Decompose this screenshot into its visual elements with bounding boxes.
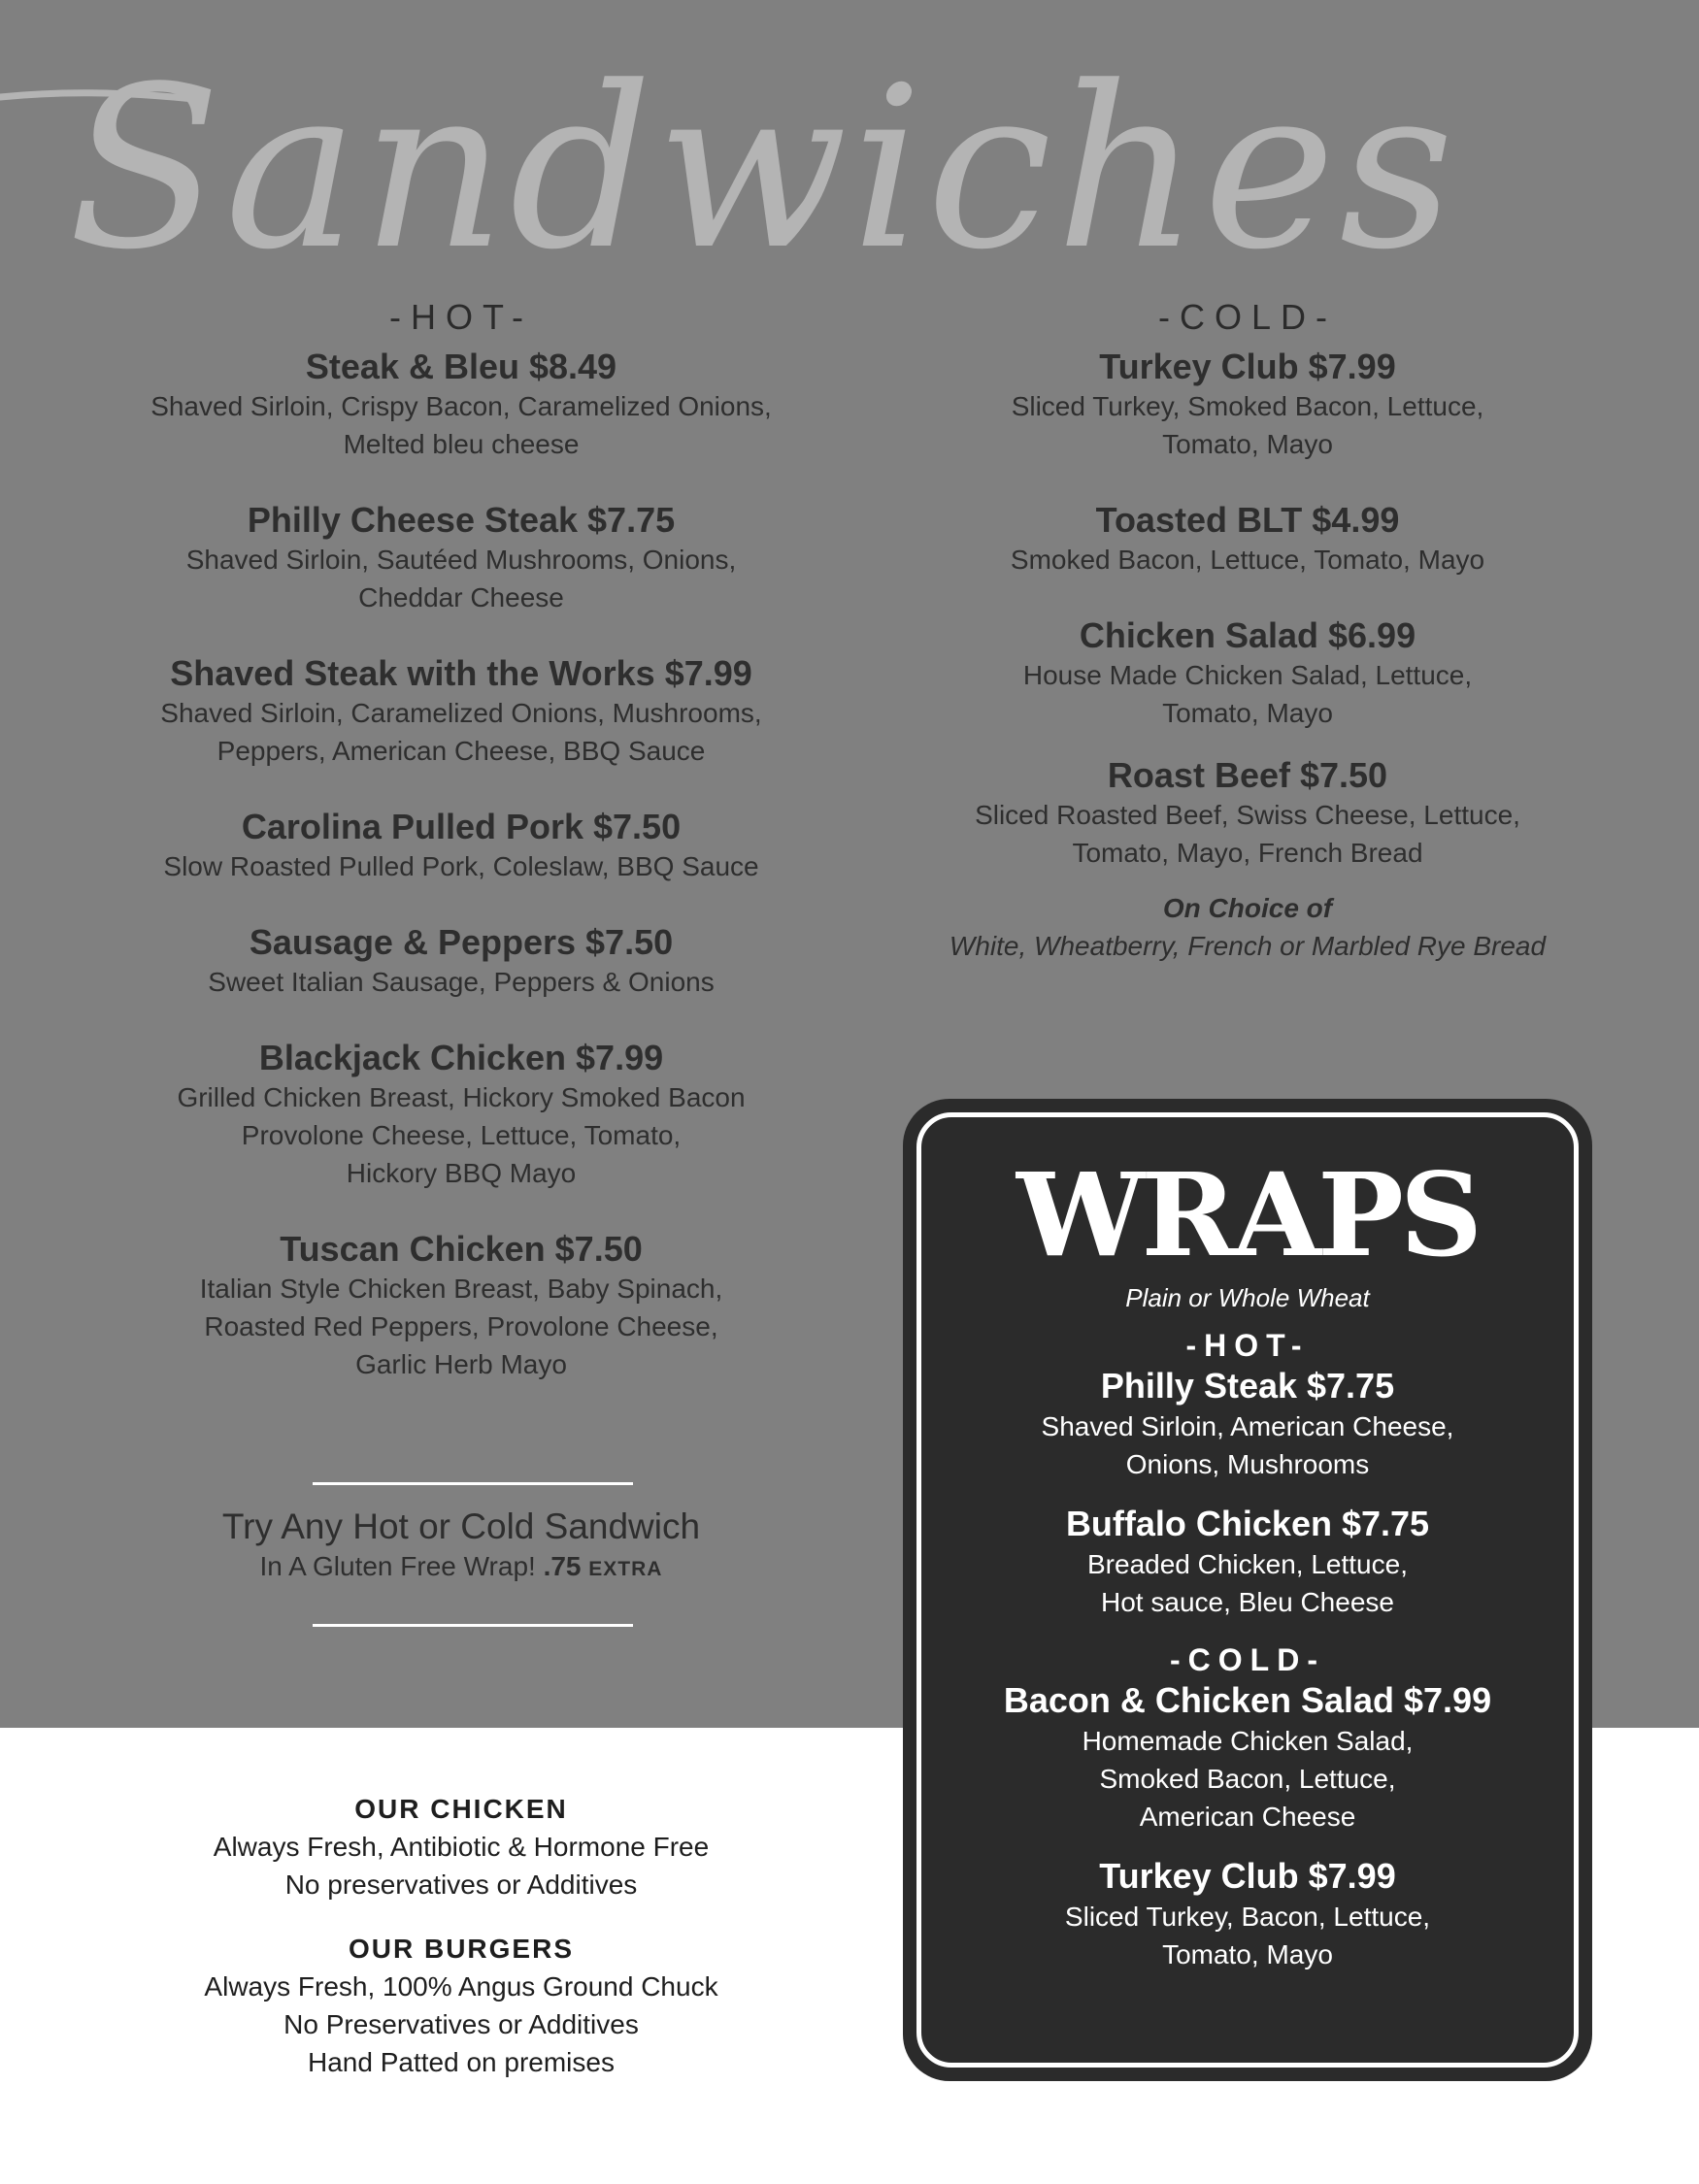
wrap-item-title: Turkey Club $7.99	[1099, 1856, 1396, 1896]
item-title: Turkey Club $7.99	[1099, 347, 1396, 386]
cold-heading: -COLD-	[1158, 297, 1337, 337]
menu-item	[58, 807, 864, 885]
burgers-note	[58, 1931, 864, 2081]
menu-item	[58, 1038, 864, 1192]
item-description: Slow Roasted Pulled Pork, Coleslaw, BBQ Sauce	[163, 851, 759, 881]
item-description: Sweet Italian Sausage, Peppers & Onions	[208, 967, 715, 997]
chicken-note-text: Always Fresh, Antibiotic & Hormone Free No preservatives or Additives	[213, 1832, 710, 1900]
gluten-free-headline: Try Any Hot or Cold Sandwich	[221, 1506, 701, 1546]
item-description: Smoked Bacon, Lettuce, Tomato, Mayo	[1010, 545, 1485, 575]
divider-top	[313, 1482, 633, 1485]
wrap-item-title: Philly Steak $7.75	[1100, 1366, 1395, 1406]
divider-bottom	[313, 1624, 633, 1627]
hot-heading: -HOT-	[389, 297, 533, 337]
wraps-panel	[903, 1099, 1592, 2081]
wrap-item	[903, 1503, 1592, 1621]
menu-item	[58, 1229, 864, 1383]
bread-choice-options: White, Wheatberry, French or Marbled Rye Bread	[949, 931, 1547, 961]
item-title: Philly Cheese Steak $7.75	[247, 500, 676, 540]
chicken-note	[58, 1791, 864, 1903]
item-description: Grilled Chicken Breast, Hickory Smoked Bacon Provolone Cheese, Lettuce, Tomato, Hickory BBQ Mayo	[177, 1082, 746, 1188]
chicken-note-heading: OUR CHICKEN	[354, 1794, 568, 1824]
item-description: Shaved Sirloin, Caramelized Onions, Mushrooms, Peppers, American Cheese, BBQ Sauce	[160, 698, 762, 766]
item-description: House Made Chicken Salad, Lettuce, Tomato, Mayo	[1022, 660, 1473, 728]
item-title: Carolina Pulled Pork $7.50	[241, 807, 682, 846]
menu-item	[854, 755, 1641, 872]
wraps-content	[903, 1147, 1592, 1993]
item-title: Steak & Bleu $8.49	[305, 347, 617, 386]
item-description: Shaved Sirloin, Crispy Bacon, Caramelized Onions, Melted bleu cheese	[150, 391, 772, 459]
item-description: Sliced Turkey, Smoked Bacon, Lettuce, Tomato, Mayo	[1011, 391, 1484, 459]
item-title: Shaved Steak with the Works $7.99	[170, 653, 752, 693]
menu-item	[58, 653, 864, 770]
gluten-free-text: In A Gluten Free Wrap!	[259, 1551, 536, 1581]
item-title: Toasted BLT $4.99	[1095, 500, 1400, 540]
gluten-free-extra: EXTRA	[588, 1558, 663, 1580]
wrap-item-title: Buffalo Chicken $7.75	[1065, 1504, 1430, 1543]
menu-item	[58, 922, 864, 1001]
cold-sandwiches-column	[854, 296, 1641, 965]
wraps-subtitle: Plain or Whole Wheat	[1125, 1283, 1370, 1312]
bread-choice-note	[854, 889, 1641, 965]
quality-notes	[58, 1791, 864, 2108]
wrap-item-description: Shaved Sirloin, American Cheese, Onions, Mushrooms	[1041, 1411, 1454, 1479]
bread-choice-heading: On Choice of	[1162, 893, 1333, 923]
menu-item	[854, 500, 1641, 579]
burgers-note-heading: OUR BURGERS	[348, 1934, 574, 1964]
wraps-cold-heading: -COLD-	[1170, 1642, 1325, 1677]
item-title: Tuscan Chicken $7.50	[280, 1229, 643, 1269]
wrap-item-description: Homemade Chicken Salad, Smoked Bacon, Lettuce, American Cheese	[1082, 1726, 1414, 1832]
menu-item	[854, 347, 1641, 463]
menu-item	[58, 347, 864, 463]
burgers-note-text: Always Fresh, 100% Angus Ground Chuck No Preservatives or Additives Hand Patted on premises	[204, 1971, 718, 2077]
page-title: Sandwiches	[68, 40, 1458, 299]
wrap-item	[903, 1679, 1592, 1836]
item-description: Italian Style Chicken Breast, Baby Spinach, Roasted Red Peppers, Provolone Cheese, Garlic Herb Mayo	[199, 1274, 723, 1379]
gluten-free-price: .75	[543, 1551, 582, 1581]
menu-item	[58, 500, 864, 616]
wrap-item	[903, 1365, 1592, 1483]
wraps-hot-heading: -HOT-	[1185, 1328, 1310, 1363]
wraps-title: WRAPS	[1016, 1147, 1480, 1282]
wrap-item-description: Sliced Turkey, Bacon, Lettuce, Tomato, Mayo	[1064, 1902, 1431, 1969]
gluten-free-subline	[58, 1549, 864, 1587]
wrap-item	[903, 1855, 1592, 1973]
wrap-item-title: Bacon & Chicken Salad $7.99	[1003, 1680, 1492, 1720]
item-title: Sausage & Peppers $7.50	[249, 922, 674, 962]
item-title: Blackjack Chicken $7.99	[258, 1038, 664, 1077]
item-description: Sliced Roasted Beef, Swiss Cheese, Lettuce, Tomato, Mayo, French Bread	[975, 800, 1520, 868]
item-description: Shaved Sirloin, Sautéed Mushrooms, Onions, Cheddar Cheese	[185, 545, 737, 612]
item-title: Roast Beef $7.50	[1107, 755, 1388, 795]
gluten-free-note	[58, 1505, 864, 1587]
wrap-item-description: Breaded Chicken, Lettuce, Hot sauce, Bleu Cheese	[1087, 1549, 1408, 1617]
hot-sandwiches-column	[58, 296, 864, 1420]
item-title: Chicken Salad $6.99	[1079, 615, 1416, 655]
menu-item	[854, 615, 1641, 732]
